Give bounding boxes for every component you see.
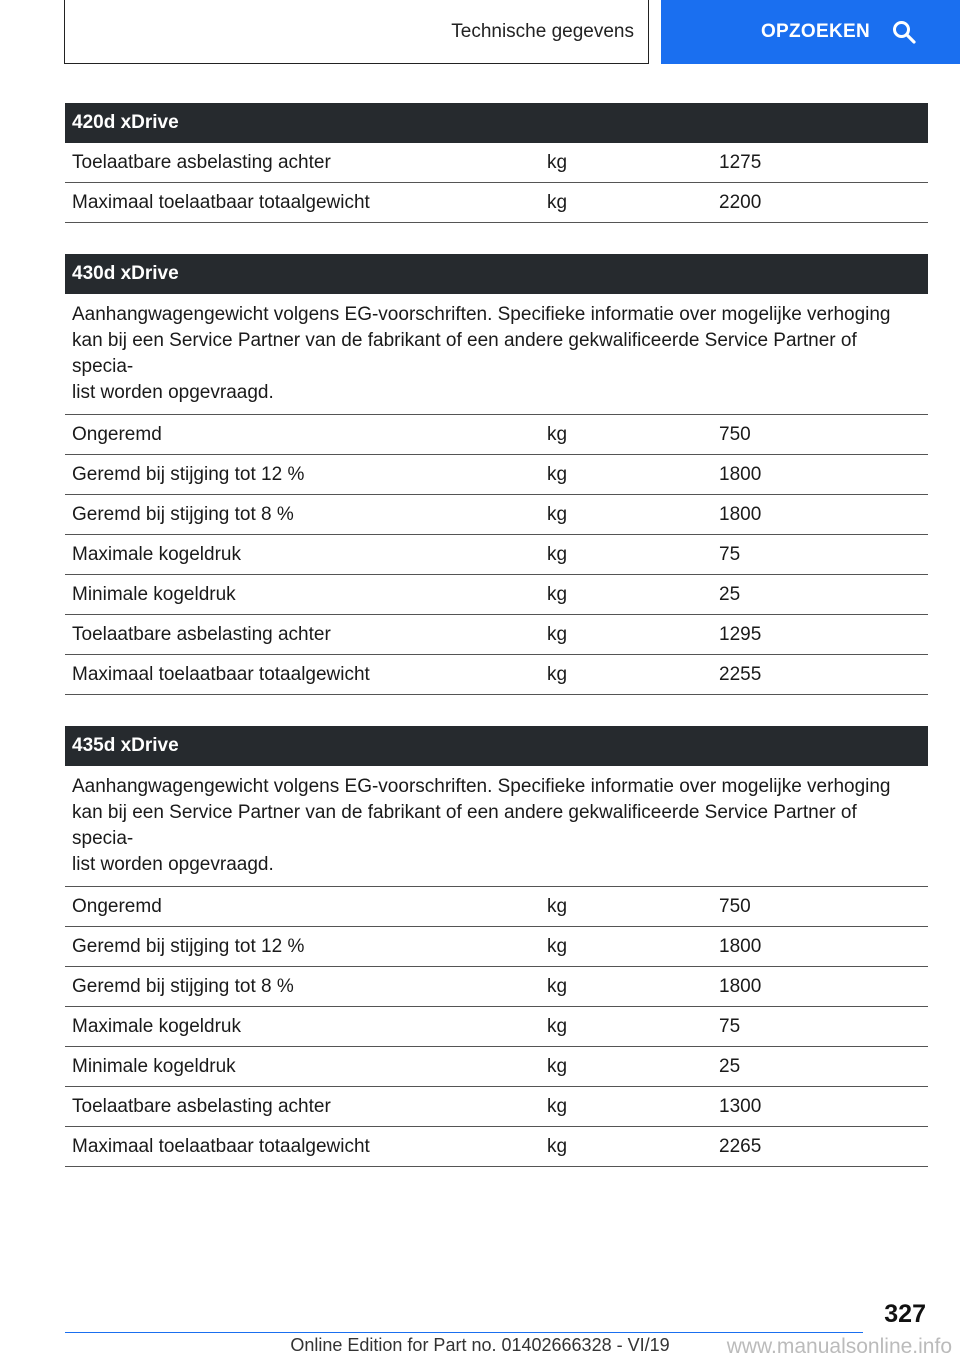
row-value: 25	[719, 583, 741, 605]
row-unit: kg	[547, 151, 568, 173]
table-title: 435d xDrive	[65, 726, 928, 766]
row-unit: kg	[547, 1055, 568, 1077]
row-value: 1275	[719, 151, 762, 173]
footer-divider	[65, 1332, 863, 1333]
spec-table-420d	[65, 103, 928, 223]
row-label: Minimale kogeldruk	[72, 1055, 236, 1077]
row-label: Toelaatbare asbelasting achter	[72, 151, 331, 173]
row-value: 2255	[719, 663, 762, 685]
search-label: OPZOEKEN	[760, 21, 870, 42]
row-unit: kg	[547, 503, 568, 525]
watermark: www.manualsonline.info	[726, 1335, 952, 1358]
table-row	[65, 575, 928, 615]
note-line: kan bij een Service Partner van de fabrikant of een andere gekwalificeerde Service Partner of specia-	[72, 802, 857, 849]
table-row	[65, 655, 928, 695]
row-label: Geremd bij stijging tot 12 %	[72, 463, 305, 485]
section-title-tab[interactable]	[64, 0, 649, 64]
table-row	[65, 495, 928, 535]
table-title: 430d xDrive	[65, 254, 928, 294]
row-label: Toelaatbare asbelasting achter	[72, 1095, 331, 1117]
row-label: Minimale kogeldruk	[72, 583, 236, 605]
row-unit: kg	[547, 191, 568, 213]
note-line: Aanhangwagengewicht volgens EG-voorschriften. Specifieke informatie over mogelijke verhoging	[72, 304, 891, 325]
row-value: 750	[719, 895, 751, 917]
note-line: list worden opgevraagd.	[72, 854, 274, 875]
row-label: Geremd bij stijging tot 8 %	[72, 975, 294, 997]
table-note	[65, 294, 928, 415]
row-unit: kg	[547, 463, 568, 485]
row-value: 1800	[719, 463, 762, 485]
row-unit: kg	[547, 935, 568, 957]
row-label: Maximaal toelaatbaar totaalgewicht	[72, 191, 370, 213]
footer-edition: Online Edition for Part no. 01402666328 - VI/19	[290, 1335, 670, 1355]
row-unit: kg	[547, 623, 568, 645]
table-row	[65, 967, 928, 1007]
row-value: 25	[719, 1055, 741, 1077]
row-value: 1800	[719, 975, 762, 997]
row-label: Ongeremd	[72, 423, 162, 445]
row-value: 1300	[719, 1095, 762, 1117]
row-label: Geremd bij stijging tot 12 %	[72, 935, 305, 957]
table-row	[65, 1087, 928, 1127]
table-row	[65, 415, 928, 455]
search-icon	[892, 20, 916, 44]
table-row	[65, 615, 928, 655]
table-row	[65, 143, 928, 183]
table-row	[65, 455, 928, 495]
table-row	[65, 887, 928, 927]
table-row	[65, 927, 928, 967]
spec-table-430d	[65, 254, 928, 695]
row-unit: kg	[547, 1135, 568, 1157]
row-value: 750	[719, 423, 751, 445]
table-title: 420d xDrive	[65, 103, 928, 143]
row-unit: kg	[547, 895, 568, 917]
note-line: list worden opgevraagd.	[72, 382, 274, 403]
table-row	[65, 1007, 928, 1047]
row-label: Maximaal toelaatbaar totaalgewicht	[72, 663, 370, 685]
row-value: 75	[719, 1015, 741, 1037]
row-unit: kg	[547, 975, 568, 997]
row-value: 1800	[719, 935, 762, 957]
page-number: 327	[884, 1300, 926, 1328]
row-unit: kg	[547, 663, 568, 685]
spec-content	[65, 103, 928, 1198]
row-label: Toelaatbare asbelasting achter	[72, 623, 331, 645]
spec-table-435d	[65, 726, 928, 1167]
row-value: 75	[719, 543, 741, 565]
note-line: kan bij een Service Partner van de fabrikant of een andere gekwalificeerde Service Partner of specia-	[72, 330, 857, 377]
table-row	[65, 1127, 928, 1167]
section-title: Technische gegevens	[451, 20, 634, 42]
row-label: Maximale kogeldruk	[72, 1015, 241, 1037]
row-label: Maximale kogeldruk	[72, 543, 241, 565]
row-value: 1295	[719, 623, 762, 645]
row-value: 2265	[719, 1135, 762, 1157]
table-note	[65, 766, 928, 887]
table-row	[65, 535, 928, 575]
row-unit: kg	[547, 1015, 568, 1037]
row-label: Ongeremd	[72, 895, 162, 917]
row-label: Geremd bij stijging tot 8 %	[72, 503, 294, 525]
search-button[interactable]	[661, 0, 960, 64]
row-unit: kg	[547, 423, 568, 445]
row-unit: kg	[547, 543, 568, 565]
row-value: 1800	[719, 503, 762, 525]
table-row	[65, 183, 928, 223]
row-unit: kg	[547, 1095, 568, 1117]
row-value: 2200	[719, 191, 762, 213]
table-row	[65, 1047, 928, 1087]
row-label: Maximaal toelaatbaar totaalgewicht	[72, 1135, 370, 1157]
note-line: Aanhangwagengewicht volgens EG-voorschriften. Specifieke informatie over mogelijke verhoging	[72, 776, 891, 797]
row-unit: kg	[547, 583, 568, 605]
